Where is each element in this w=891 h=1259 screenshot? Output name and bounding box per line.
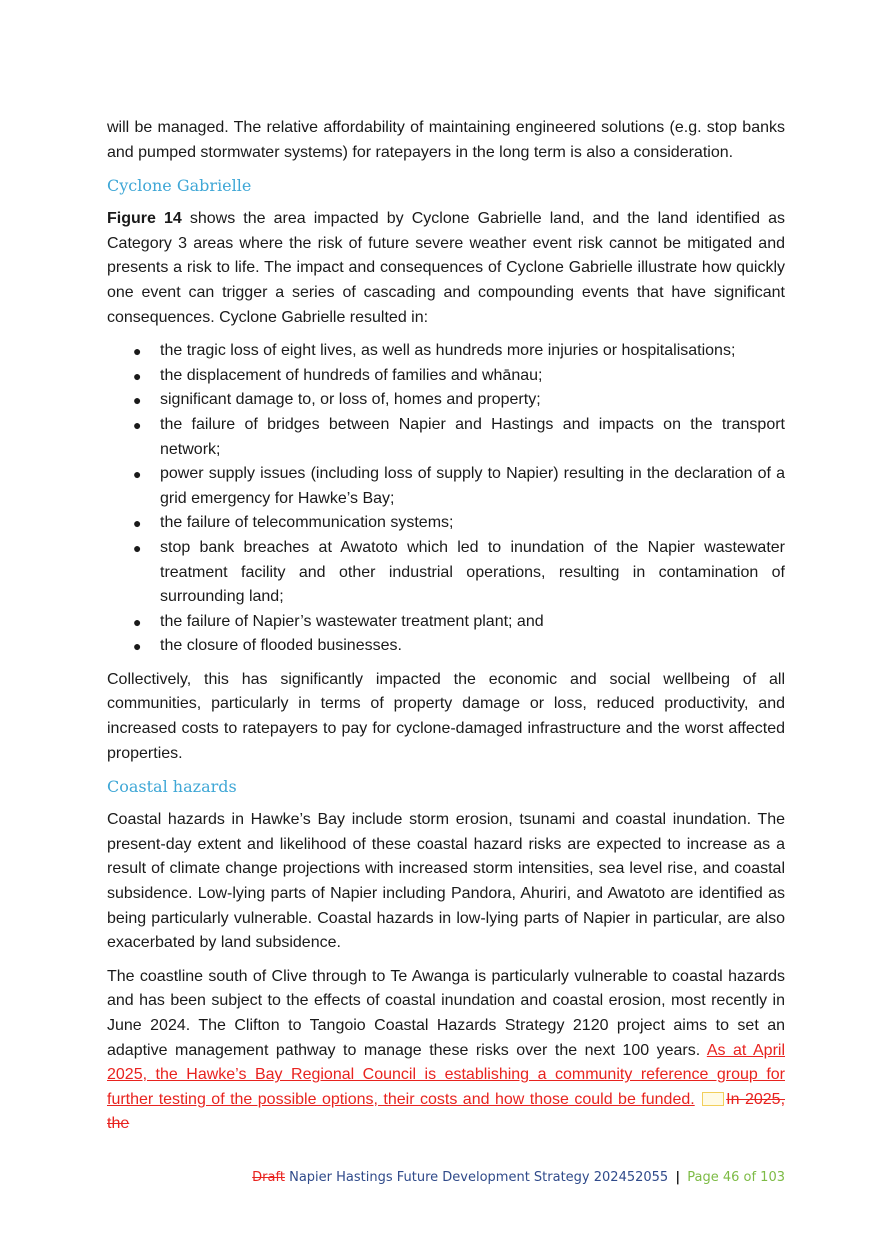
figure-reference[interactable]: Figure 14 <box>107 210 182 228</box>
bullet-icon: ● <box>133 392 142 409</box>
bullet-icon: ● <box>133 515 142 532</box>
bullet-item <box>107 511 785 536</box>
bullet-item <box>107 339 785 364</box>
bullet-item <box>107 610 785 635</box>
footer-page-label: Page <box>687 1170 723 1185</box>
bullet-text: stop bank breaches at Awatoto which led to inundation of the Napier wastewater treatment facility and other industrial operations, resulting in contamination of surrounding land; <box>160 538 785 606</box>
footer-page-total: of 103 <box>739 1170 785 1185</box>
bullet-item <box>107 536 785 610</box>
bullet-icon: ● <box>133 367 142 384</box>
bullet-icon: ● <box>133 638 142 655</box>
footer-title: Napier Hastings Future Development Strategy 2024 <box>289 1170 627 1185</box>
bullet-icon: ● <box>133 466 142 483</box>
bullet-text: the tragic loss of eight lives, as well as hundreds more injuries or hospitalisations; <box>160 342 736 360</box>
footer-page-number: 46 <box>722 1170 740 1185</box>
impact-bullet-list <box>107 339 785 659</box>
bullet-item <box>107 364 785 389</box>
bullet-text: the failure of telecommunication systems; <box>160 514 454 532</box>
coastal-paragraph-2 <box>107 965 785 1137</box>
tracked-deletion[interactable]: In 2025, the <box>107 1090 786 1133</box>
cyclone-paragraph-text: shows the area impacted by Cyclone Gabrielle land, and the land identified as Category 3 areas where the risk of future severe weather event risk cannot be mitigated and presents a risk to life. The impact and consequences of Cyclone Gabrielle illustrate how quickly one event can trigger a series of cascading and compounding events that have significant consequences. Cyclone Gabrielle resulted in: <box>107 210 785 326</box>
bullet-item <box>107 462 785 511</box>
coastal-paragraph-1: Coastal hazards in Hawke’s Bay include storm erosion, tsunami and coastal inundation. The present-day extent and likelihood of these coastal hazard risks are expected to increase as a result of climate change projections with increased storm intensities, sea level rise, and coastal subsidence. Low-lying parts of Napier including Pandora, Ahuriri, and Awatoto are identified as being particularly vulnerable. Coastal hazards in low-lying parts of Napier in particular, are also exacerbated by land subsidence. <box>107 811 785 952</box>
bullet-item <box>107 388 785 413</box>
section-heading-cyclone-gabrielle: Cyclone Gabrielle <box>107 176 252 196</box>
bullet-icon: ● <box>133 416 142 433</box>
section-heading-coastal-hazards: Coastal hazards <box>107 777 237 797</box>
bullet-icon: ● <box>133 613 142 630</box>
bullet-text: the closure of flooded businesses. <box>160 637 402 655</box>
comment-marker-icon[interactable] <box>702 1092 724 1106</box>
bullet-text: power supply issues (including loss of supply to Napier) resulting in the declaration of a grid emergency for Hawke’s Bay; <box>160 465 785 507</box>
intro-paragraph: will be managed. The relative affordability of maintaining engineered solutions (e.g. stop banks and pumped stormwater systems) for ratepayers in the long term is also a consideration. <box>107 119 785 161</box>
bullet-icon: ● <box>133 539 142 556</box>
tracked-insertion[interactable]: As at April 2025, the Hawke’s Bay Regional Council is establishing a community reference group for further testing of the possible options, their costs and how those could be funded. <box>107 1041 786 1108</box>
bullet-item <box>107 634 785 659</box>
footer-year-suffix: 52055 <box>626 1170 669 1185</box>
collective-impact-paragraph: Collectively, this has significantly impacted the economic and social wellbeing of all communities, particularly in terms of property damage or loss, reduced productivity, and increased costs to ratepayers to pay for cyclone-damaged infrastructure and the worst affected properties. <box>107 670 785 762</box>
bullet-text: significant damage to, or loss of, homes and property; <box>160 391 541 409</box>
bullet-text: the failure of bridges between Napier and Hastings and impacts on the transport network; <box>160 415 785 458</box>
document-body <box>107 116 785 1137</box>
bullet-item <box>107 413 785 462</box>
cyclone-paragraph <box>107 207 785 330</box>
coastal-paragraph-2-text: The coastline south of Clive through to Te Awanga is particularly vulnerable to coastal hazards and has been subject to the effects of coastal inundation and coastal erosion, most recently in June 2024. The Clifton to Tangoio Coastal Hazards Strategy 2120 project aims to set an adaptive management pathway to manage these risks over the next 100 years. <box>107 967 785 1059</box>
page-footer <box>252 1170 785 1185</box>
footer-deleted-draft: Draft <box>252 1170 285 1185</box>
bullet-text: the displacement of hundreds of families and whānau; <box>160 366 543 384</box>
footer-separator: | <box>675 1170 681 1185</box>
bullet-text: the failure of Napier’s wastewater treatment plant; and <box>160 612 544 630</box>
bullet-icon: ● <box>133 343 142 360</box>
